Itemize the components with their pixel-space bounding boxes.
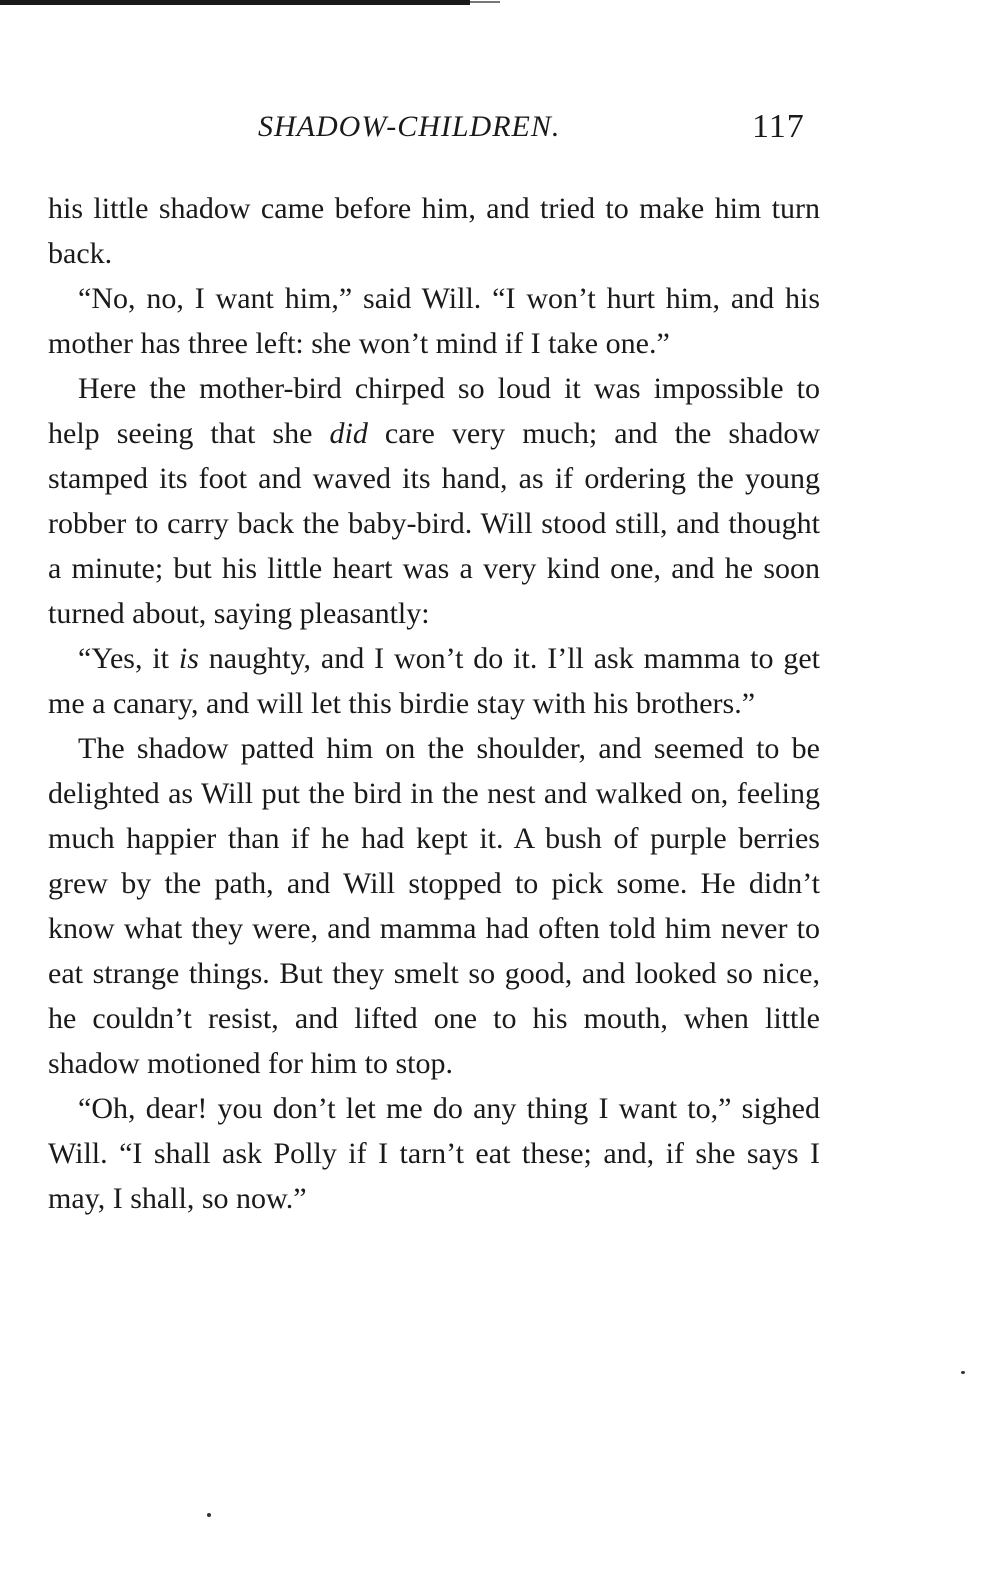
print-speck [207,1513,211,1517]
paragraph: The shadow patted him on the shoulder, and seemed to be delighted as Will put the bird in the nest and walked on, feeling much happier than if he had kept it. A bush of purple berries grew by the path, and Will stopped to pick some. He didn’t know what they were, and mamma had often told him never to eat strange things. But they smelt so good, and looked so nice, he couldn’t resist, and lifted one to his mouth, when little shadow motioned for him to stop. [48,732,820,1080]
top-edge-rule [0,0,470,5]
paragraph: “Oh, dear! you don’t let me do any thing I want to,” sighed Will. “I shall ask Polly if I tarn’t eat these; and, if she says I may, I shall, so now.” [48,1092,820,1215]
paragraph: his little shadow came before him, and tried to make him turn back. [48,192,820,270]
text-body [48,186,820,1221]
paragraph: Here the mother-bird chirped so loud it was impossible to help seeing that she did care very much; and the shadow stamped its foot and waved its hand, as if ordering the young robber to carry back the baby-bird. Will stood still, and thought a minute; but his little heart was a very kind one, and he soon turned about, saying pleasantly: [48,372,820,630]
emphasis-word: is [178,642,199,675]
paragraph: “No, no, I want him,” said Will. “I won’t hurt him, and his mother has three left: she won’t mind if I take one.” [48,282,820,360]
running-head: SHADOW-CHILDREN. [258,110,561,143]
paragraph: “Yes, it is naughty, and I won’t do it. I’ll ask mamma to get me a canary, and will let this birdie stay with his brothers.” [48,642,821,720]
top-edge-rule-fade [470,1,500,3]
page-number: 117 [752,108,805,145]
emphasis-word: did [329,417,368,450]
print-speck [961,1371,965,1374]
